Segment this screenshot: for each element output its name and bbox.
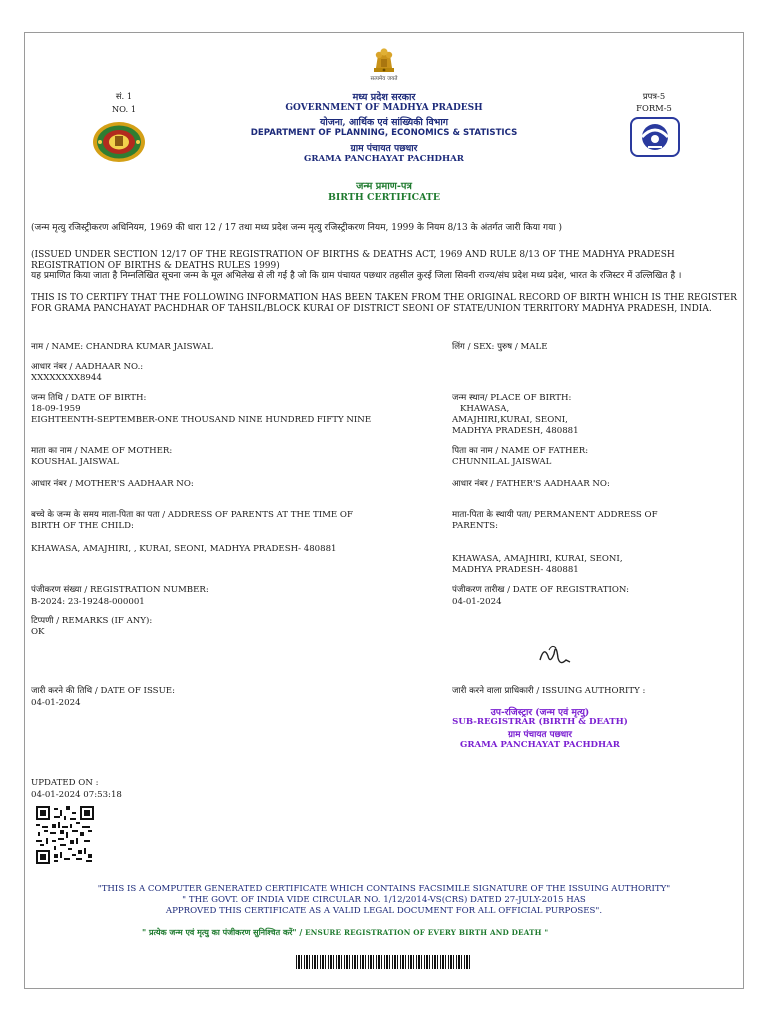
father-name-value: CHUNNILAL JAISWAL [452, 457, 552, 467]
registration-number-label: पंजीकरण संख्या / REGISTRATION NUMBER: [31, 585, 209, 595]
updated-on-label: UPDATED ON : [31, 778, 99, 788]
mother-aadhaar-label: आधार नंबर / MOTHER'S AADHAAR NO: [31, 479, 194, 489]
issue-date-label: जारी करने की तिथि / DATE OF ISSUE: [31, 686, 175, 696]
slogan-en: ENSURE REGISTRATION OF EVERY BIRTH AND DEATH " [305, 928, 549, 937]
sex-field: लिंग / SEX: पुरुष / MALE [452, 342, 548, 352]
birth-place-line1: KHAWASA, [460, 404, 510, 414]
registration-date-value: 04-01-2024 [452, 597, 502, 607]
office-hindi: ग्राम पंचायत पछधार [350, 143, 418, 154]
preamble-hindi-1: (जन्म मृत्यु रजिस्ट्रीकरण अधिनियम, 1969 की धारा 12 / 17 तथा मध्य प्रदेश जन्म मृत्यु रजिस्ट्रीकरण नियम, 1999 के नियम 8/13 के अंतर्गत जारी किया गया ) [31, 223, 562, 233]
authority-en: SUB-REGISTRAR (BIRTH & DEATH) [452, 717, 628, 727]
emblem-motto: सत्यमेव जयते [370, 76, 398, 82]
serial-en: NO. 1 [111, 104, 137, 114]
form-hindi: प्रपत्र-5 [642, 91, 666, 101]
remarks-value: OK [31, 627, 45, 637]
aadhaar-value: XXXXXXXX8944 [31, 373, 102, 383]
govt-en: GOVERNMENT OF MADHYA PRADESH [285, 103, 483, 113]
mother-name-value: KOUSHAL JAISWAL [31, 457, 119, 467]
name-field: नाम / NAME: CHANDRA KUMAR JAISWAL [31, 342, 213, 352]
issue-date-value: 04-01-2024 [31, 698, 81, 708]
birth-place-line2: AMAJHIRI,KURAI, SEONI, [452, 415, 568, 425]
remarks-label: टिप्पणी / REMARKS (IF ANY): [31, 616, 153, 626]
birth-place-label: जन्म स्थान/ PLACE OF BIRTH: [452, 393, 572, 403]
authority-hindi: उप-रजिस्ट्रार (जन्म एवं मृत्यु) [490, 707, 590, 718]
form-en: FORM-5 [636, 103, 672, 113]
govt-hindi: मध्य प्रदेश सरकार [352, 92, 416, 103]
dob-label: जन्म तिथि / DATE OF BIRTH: [31, 393, 147, 403]
father-aadhaar-label: आधार नंबर / FATHER'S AADHAAR NO: [452, 479, 610, 489]
mother-name-label: माता का नाम / NAME OF MOTHER: [31, 446, 173, 456]
dept-hindi: योजना, आर्थिक एवं सांख्यिकी विभाग [319, 117, 449, 128]
preamble-hindi-2: यह प्रमाणित किया जाता है निम्नलिखित सूचना जन्म के मूल अभिलेख से ली गई है जो कि ग्राम पंचायत पछधार तहसील कुरई जिला सिवनी राज्य/संघ प्रदेश मध्य प्रदेश, भारत के रजिस्टर में उल्लिखित है । [31, 271, 682, 281]
office-en: GRAMA PANCHAYAT PACHDHAR [304, 154, 464, 164]
registration-number-value: B-2024: 23-19248-000001 [31, 597, 145, 607]
birth-address-label-2: BIRTH OF THE CHILD: [31, 521, 134, 531]
aadhaar-label: आधार नंबर / AADHAAR NO.: [31, 362, 144, 372]
dob-value: 18-09-1959 [31, 404, 81, 414]
permanent-address-line2: MADHYA PRADESH- 480881 [452, 565, 579, 575]
serial-hindi: सं. 1 [115, 91, 133, 101]
permanent-address-line1: KHAWASA, AMAJHIRI, KURAI, SEONI, [452, 554, 623, 564]
preamble-english-2: THIS IS TO CERTIFY THAT THE FOLLOWING INFORMATION HAS BEEN TAKEN FROM THE ORIGINAL RECORD OF BIRTH WHICH IS THE REGISTER FOR GRAMA PANCHAYAT PACHDHAR OF TAHSIL/BLOCK KURAI OF DISTRICT SEONI OF STATE/UNION TERRITORY MADHYA PRADESH, INDIA. [31, 293, 737, 314]
preamble-english-1: (ISSUED UNDER SECTION 12/17 OF THE REGISTRATION OF BIRTHS & DEATHS ACT, 1969 AND RULE 8/13 OF THE MADHYA PRADESH REGISTRATION OF BIRTHS & DEATHS RULES 1999) [31, 250, 675, 271]
registration-date-label: पंजीकरण तारीख / DATE OF REGISTRATION: [452, 585, 630, 595]
signature-icon [534, 636, 574, 670]
mp-govt-logo-icon [92, 121, 146, 163]
footer-line3: APPROVED THIS CERTIFICATE AS A VALID LEGAL DOCUMENT FOR ALL OFFICIAL PURPOSES". [165, 906, 603, 916]
authority-office-hindi: ग्राम पंचायत पछधार [507, 730, 573, 740]
birth-address-value: KHAWASA, AMAJHIRI, , KURAI, SEONI, MADHYA PRADESH- 480881 [31, 544, 337, 554]
issuing-authority-label: जारी करने वाला प्राधिकारी / ISSUING AUTHORITY : [452, 686, 646, 696]
barcode-icon [296, 955, 472, 969]
qr-code-icon [36, 806, 94, 864]
footer-slogan [142, 927, 632, 938]
crs-logo-icon [630, 117, 680, 157]
dept-en: DEPARTMENT OF PLANNING, ECONOMICS & STATISTICS [250, 128, 518, 138]
father-name-label: पिता का नाम / NAME OF FATHER: [452, 446, 589, 456]
footer-line2: " THE GOVT. OF INDIA VIDE CIRCULAR NO. 1/12/2014-VS(CRS) DATED 27-JULY-2015 HAS [182, 895, 586, 905]
updated-on-value: 04-01-2024 07:53:18 [31, 790, 122, 800]
slogan-hindi: " प्रत्येक जन्म एवं मृत्यु का पंजीकरण सुनिश्चित करें" / [142, 927, 303, 937]
state-emblem-icon [368, 43, 400, 75]
authority-office-en: GRAMA PANCHAYAT PACHDHAR [460, 740, 620, 750]
cert-title-en: BIRTH CERTIFICATE [327, 192, 440, 203]
dob-words: EIGHTEENTH-SEPTEMBER-ONE THOUSAND NINE HUNDRED FIFTY NINE [31, 415, 372, 425]
permanent-address-label-1: माता-पिता के स्थायी पता/ PERMANENT ADDRESS OF [452, 510, 658, 520]
cert-title-hindi: जन्म प्रमाण-पत्र [356, 181, 412, 192]
footer-line1: "THIS IS A COMPUTER GENERATED CERTIFICATE WHICH CONTAINS FACSIMILE SIGNATURE OF THE ISSUING AUTHORITY" [97, 884, 671, 894]
birth-address-label-1: बच्चे के जन्म के समय माता-पिता का पता / ADDRESS OF PARENTS AT THE TIME OF [31, 510, 353, 520]
permanent-address-label-2: PARENTS: [452, 521, 498, 531]
birth-place-line3: MADHYA PRADESH, 480881 [452, 426, 579, 436]
